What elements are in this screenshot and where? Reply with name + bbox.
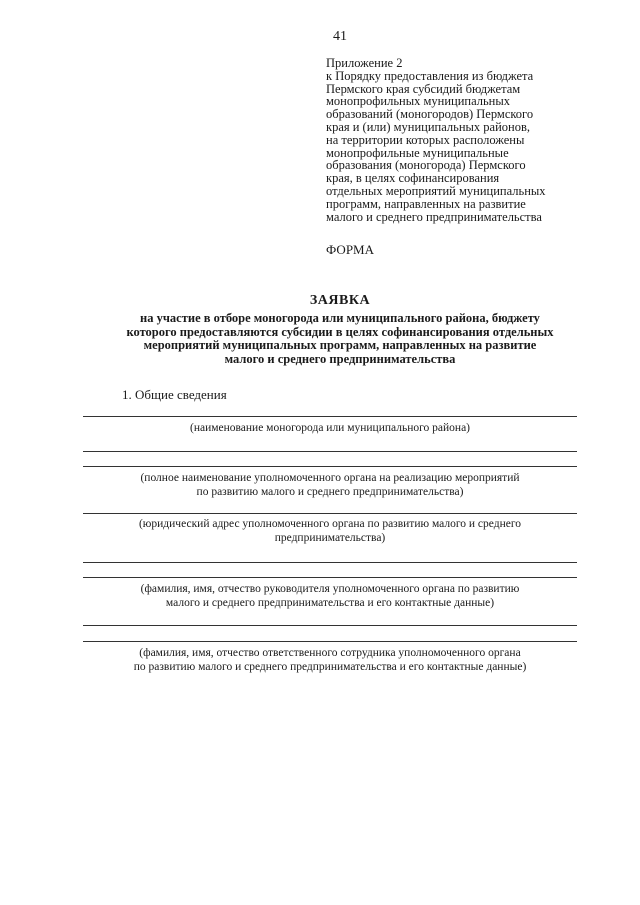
appendix-line: к Порядку предоставления из бюджета bbox=[326, 68, 534, 83]
fill-line bbox=[83, 641, 577, 642]
appendix-line: на территории которых расположены bbox=[326, 132, 525, 147]
appendix-line: Приложение 2 bbox=[326, 56, 403, 70]
section-heading: 1. Общие сведения bbox=[122, 387, 227, 402]
caption-line: (фамилия, имя, отчество руководителя уполномоченного органа по развитию bbox=[140, 583, 520, 595]
appendix-line: образований (моногородов) Пермского bbox=[326, 107, 534, 122]
appendix-line: монопрофильные муниципальные bbox=[326, 145, 509, 160]
appendix-line: края, в целях софинансирования bbox=[326, 171, 500, 186]
field-caption-head bbox=[83, 582, 577, 610]
caption-line: (наименование моногорода или муниципального района) bbox=[189, 422, 471, 434]
caption-line: по развитию малого и среднего предпринимательства и его контактные данные) bbox=[133, 661, 527, 673]
caption-line: предпринимательства) bbox=[274, 532, 386, 544]
field-caption-legal-address bbox=[83, 517, 577, 545]
fill-line bbox=[83, 416, 577, 417]
appendix-line: края и (или) муниципальных районов, bbox=[326, 119, 530, 134]
appendix-line: отдельных мероприятий муниципальных bbox=[326, 183, 546, 198]
document-title: ЗАЯВКА bbox=[309, 293, 371, 308]
subtitle-line: которого предоставляются субсидии в целях софинансирования отдельных bbox=[126, 324, 554, 339]
field-caption-municipality bbox=[83, 421, 577, 435]
fill-line bbox=[83, 625, 577, 626]
appendix-line: образования (моногорода) Пермского bbox=[326, 158, 526, 173]
appendix-line: монопрофильных муниципальных bbox=[326, 94, 511, 109]
fill-line bbox=[83, 451, 577, 452]
subtitle-line: мероприятий муниципальных программ, направленных на развитие bbox=[143, 338, 537, 352]
appendix-block bbox=[326, 57, 626, 223]
fill-line bbox=[83, 562, 577, 563]
caption-line: (юридический адрес уполномоченного органа по развитию малого и среднего bbox=[138, 518, 522, 530]
appendix-line: Пермского края субсидий бюджетам bbox=[326, 81, 521, 96]
caption-line: по развитию малого и среднего предпринимательства) bbox=[196, 486, 464, 498]
document-subtitle bbox=[60, 312, 620, 366]
fill-line bbox=[83, 577, 577, 578]
subtitle-line: малого и среднего предпринимательства bbox=[224, 351, 456, 366]
appendix-line: малого и среднего предпринимательства bbox=[326, 209, 542, 224]
caption-line: (полное наименование уполномоченного органа на реализацию мероприятий bbox=[140, 472, 520, 484]
page-number: 41 bbox=[333, 29, 347, 44]
appendix-line: программ, направленных на развитие bbox=[326, 196, 526, 211]
caption-line: малого и среднего предпринимательства и его контактные данные) bbox=[165, 597, 495, 609]
field-caption-responsible-employee bbox=[83, 646, 577, 674]
subtitle-line: на участие в отборе моногорода или муниципального района, бюджету bbox=[140, 311, 540, 325]
fill-line bbox=[83, 513, 577, 514]
fill-line bbox=[83, 466, 577, 467]
field-caption-authorized-body bbox=[83, 471, 577, 499]
caption-line: (фамилия, имя, отчество ответственного сотрудника уполномоченного органа bbox=[139, 647, 521, 659]
form-label: ФОРМА bbox=[326, 242, 374, 257]
